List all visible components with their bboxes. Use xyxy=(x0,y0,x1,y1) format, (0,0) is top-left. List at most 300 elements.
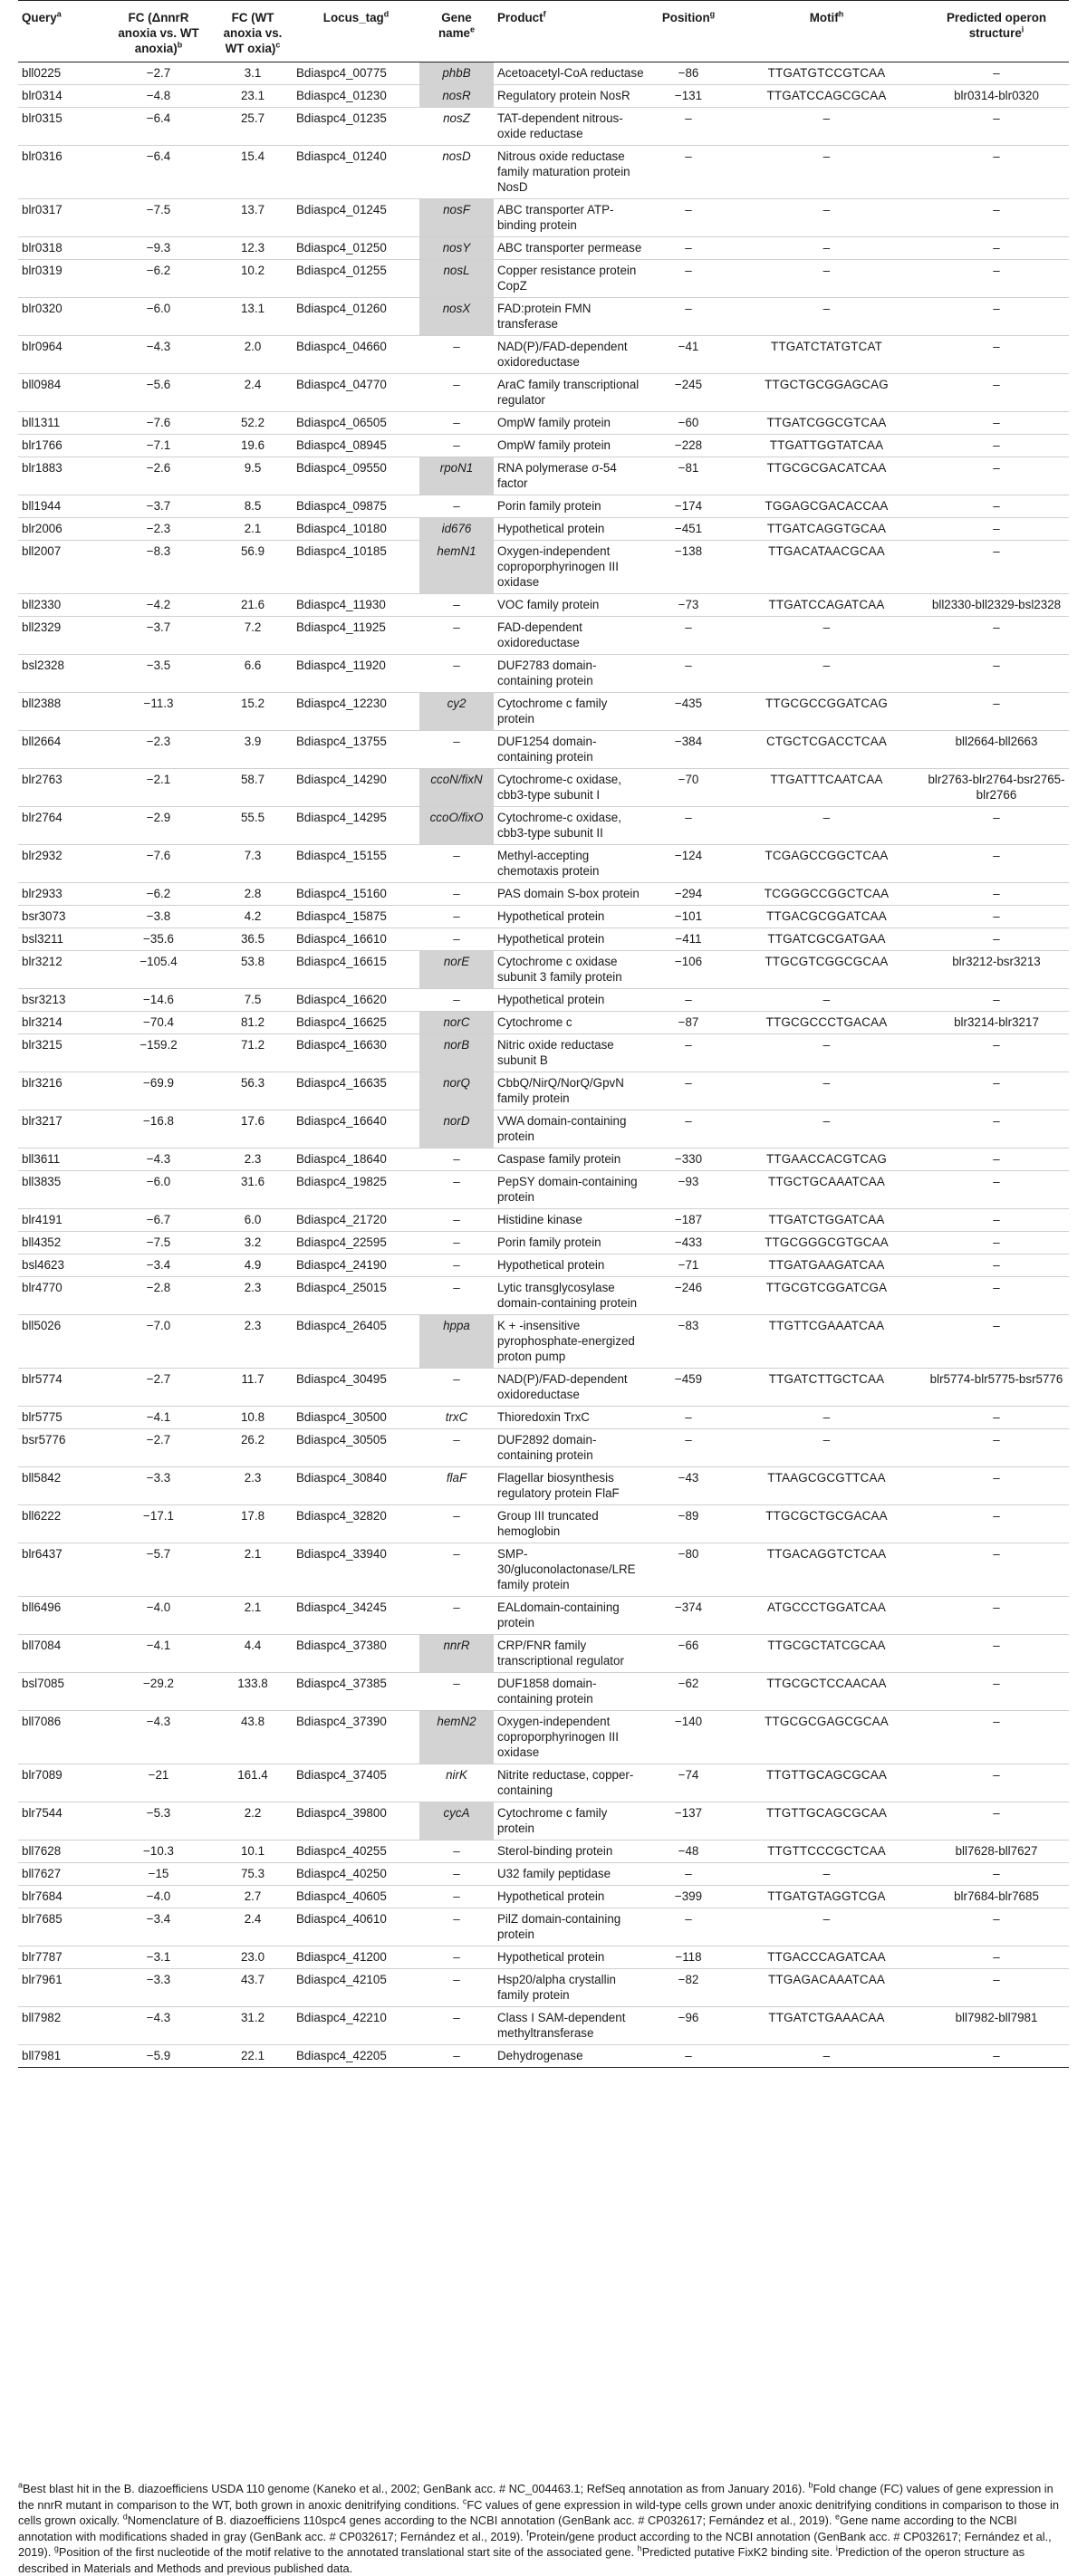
query-cell: blr0318 xyxy=(18,237,104,260)
fc-nnrr-cell: −4.3 xyxy=(104,336,213,374)
position-cell: −74 xyxy=(648,1764,729,1802)
position-cell: −131 xyxy=(648,85,729,108)
motif-cell: – xyxy=(729,989,924,1012)
table-row xyxy=(18,1841,1069,1863)
locus-tag-cell: Bdiaspc4_04660 xyxy=(293,336,419,374)
table-row xyxy=(18,807,1069,845)
fc-wt-cell: 10.1 xyxy=(213,1841,293,1863)
motif-cell: TGGAGCGACACCAA xyxy=(729,495,924,518)
operon-cell: – xyxy=(924,1171,1069,1209)
operon-cell: blr0314-blr0320 xyxy=(924,85,1069,108)
locus-tag-cell: Bdiaspc4_32820 xyxy=(293,1505,419,1543)
fc-nnrr-cell: −4.3 xyxy=(104,1149,213,1171)
gene-name-cell: phbB xyxy=(419,62,494,85)
fc-nnrr-cell: −15 xyxy=(104,1863,213,1886)
fc-wt-cell: 2.3 xyxy=(213,1277,293,1315)
position-cell: −66 xyxy=(648,1635,729,1673)
locus-tag-cell: Bdiaspc4_41200 xyxy=(293,1946,419,1969)
position-cell: −93 xyxy=(648,1171,729,1209)
motif-cell: TTGACAGGTCTCAA xyxy=(729,1543,924,1597)
table-row xyxy=(18,769,1069,807)
product-cell: Hypothetical protein xyxy=(494,928,648,951)
query-cell: bsl7085 xyxy=(18,1673,104,1711)
gene-name-cell: flaF xyxy=(419,1467,494,1505)
product-cell: DUF2783 domain-containing protein xyxy=(494,655,648,693)
table-row xyxy=(18,1802,1069,1841)
column-header-label: Product xyxy=(497,11,544,24)
gene-name-cell: – xyxy=(419,1505,494,1543)
results-table xyxy=(18,0,1069,2068)
position-cell: −62 xyxy=(648,1673,729,1711)
table-row xyxy=(18,1209,1069,1232)
fc-wt-cell: 75.3 xyxy=(213,1863,293,1886)
footnote-text: Nomenclature of B. diazoefficiens 110spc4 genes according to the NCBI annotation (GenBank acc. # CP032617; Fernández et al., 2019). xyxy=(127,2514,836,2527)
position-cell: −101 xyxy=(648,906,729,928)
table-row xyxy=(18,336,1069,374)
table-row xyxy=(18,693,1069,731)
motif-cell: TTGATTGGTATCAA xyxy=(729,435,924,457)
footnote-mark: a xyxy=(18,2480,24,2490)
table-row xyxy=(18,495,1069,518)
product-cell: CbbQ/NirQ/NorQ/GpvN family protein xyxy=(494,1072,648,1110)
fc-wt-cell: 8.5 xyxy=(213,495,293,518)
locus-tag-cell: Bdiaspc4_08945 xyxy=(293,435,419,457)
query-cell: blr0317 xyxy=(18,199,104,237)
motif-cell: TTGCGCCGGATCAG xyxy=(729,693,924,731)
operon-cell: – xyxy=(924,108,1069,146)
fc-wt-cell: 2.8 xyxy=(213,883,293,906)
locus-tag-cell: Bdiaspc4_01260 xyxy=(293,298,419,336)
position-cell: −451 xyxy=(648,518,729,541)
gene-name-cell: – xyxy=(419,412,494,435)
fc-nnrr-cell: −35.6 xyxy=(104,928,213,951)
fc-wt-cell: 15.4 xyxy=(213,146,293,199)
fc-wt-cell: 2.7 xyxy=(213,1886,293,1908)
motif-cell: TTGCGCTCCAACAA xyxy=(729,1673,924,1711)
product-cell: Hypothetical protein xyxy=(494,989,648,1012)
product-cell: SMP-30/gluconolactonase/LRE family protein xyxy=(494,1543,648,1597)
operon-cell: – xyxy=(924,1969,1069,2007)
table-row xyxy=(18,1764,1069,1802)
query-cell: blr3217 xyxy=(18,1110,104,1149)
fc-nnrr-cell: −6.0 xyxy=(104,1171,213,1209)
motif-cell: TTGCTGCAAATCAA xyxy=(729,1171,924,1209)
fc-nnrr-cell: −2.6 xyxy=(104,457,213,495)
table-row xyxy=(18,1407,1069,1429)
column-header-label: Predicted operon structure xyxy=(946,11,1047,40)
fc-wt-cell: 4.4 xyxy=(213,1635,293,1673)
footnote-mark: i xyxy=(835,2543,838,2553)
query-cell: bll2007 xyxy=(18,541,104,594)
table-body xyxy=(18,62,1069,2068)
query-cell: bll7084 xyxy=(18,1635,104,1673)
motif-cell: TTGCGCTATCGCAA xyxy=(729,1635,924,1673)
column-header-label: Locus_tag xyxy=(322,11,384,24)
operon-cell: – xyxy=(924,1407,1069,1429)
motif-cell: – xyxy=(729,1908,924,1946)
locus-tag-cell: Bdiaspc4_40610 xyxy=(293,1908,419,1946)
position-cell: −70 xyxy=(648,769,729,807)
position-cell: −411 xyxy=(648,928,729,951)
table-row xyxy=(18,1277,1069,1315)
operon-cell: – xyxy=(924,1254,1069,1277)
product-cell: Cytochrome c xyxy=(494,1012,648,1034)
fc-wt-cell: 10.2 xyxy=(213,260,293,298)
position-cell: – xyxy=(648,298,729,336)
operon-cell: – xyxy=(924,435,1069,457)
operon-cell: – xyxy=(924,1908,1069,1946)
fc-nnrr-cell: −7.6 xyxy=(104,412,213,435)
product-cell: FAD-dependent oxidoreductase xyxy=(494,617,648,655)
operon-cell: – xyxy=(924,260,1069,298)
position-cell: – xyxy=(648,1407,729,1429)
column-header xyxy=(924,1,1069,62)
motif-cell: TTGATCAGGTGCAA xyxy=(729,518,924,541)
gene-name-cell: hppa xyxy=(419,1315,494,1369)
gene-name-cell: – xyxy=(419,1886,494,1908)
fc-nnrr-cell: −11.3 xyxy=(104,693,213,731)
operon-cell: – xyxy=(924,1635,1069,1673)
fc-wt-cell: 13.7 xyxy=(213,199,293,237)
locus-tag-cell: Bdiaspc4_37380 xyxy=(293,1635,419,1673)
position-cell: −60 xyxy=(648,412,729,435)
fc-wt-cell: 23.1 xyxy=(213,85,293,108)
fc-wt-cell: 31.2 xyxy=(213,2007,293,2045)
motif-cell: TCGAGCCGGCTCAA xyxy=(729,845,924,883)
locus-tag-cell: Bdiaspc4_18640 xyxy=(293,1149,419,1171)
locus-tag-cell: Bdiaspc4_09875 xyxy=(293,495,419,518)
column-header xyxy=(648,1,729,62)
query-cell: bll5026 xyxy=(18,1315,104,1369)
operon-cell: – xyxy=(924,199,1069,237)
position-cell: −73 xyxy=(648,594,729,617)
table-row xyxy=(18,518,1069,541)
operon-cell: – xyxy=(924,1597,1069,1635)
fc-wt-cell: 13.1 xyxy=(213,298,293,336)
fc-nnrr-cell: −3.4 xyxy=(104,1908,213,1946)
table-row xyxy=(18,951,1069,989)
fc-wt-cell: 21.6 xyxy=(213,594,293,617)
product-cell: ABC transporter ATP-binding protein xyxy=(494,199,648,237)
table-row xyxy=(18,435,1069,457)
product-cell: Copper resistance protein CopZ xyxy=(494,260,648,298)
gene-name-cell: – xyxy=(419,1543,494,1597)
table-row xyxy=(18,594,1069,617)
locus-tag-cell: Bdiaspc4_15155 xyxy=(293,845,419,883)
table-row xyxy=(18,1863,1069,1886)
motif-cell: TTGATCCAGCGCAA xyxy=(729,85,924,108)
position-cell: −81 xyxy=(648,457,729,495)
footnote-mark: e xyxy=(835,2512,841,2522)
locus-tag-cell: Bdiaspc4_16630 xyxy=(293,1034,419,1072)
table-row xyxy=(18,883,1069,906)
query-cell: blr3215 xyxy=(18,1034,104,1072)
fc-nnrr-cell: −2.1 xyxy=(104,769,213,807)
fc-wt-cell: 53.8 xyxy=(213,951,293,989)
operon-cell: – xyxy=(924,693,1069,731)
column-header xyxy=(494,1,648,62)
position-cell: −118 xyxy=(648,1946,729,1969)
locus-tag-cell: Bdiaspc4_10185 xyxy=(293,541,419,594)
motif-cell: TTGTTGCAGCGCAA xyxy=(729,1802,924,1841)
column-header-footnote-mark: e xyxy=(469,24,475,34)
operon-cell: – xyxy=(924,1946,1069,1969)
locus-tag-cell: Bdiaspc4_16610 xyxy=(293,928,419,951)
fc-nnrr-cell: −7.5 xyxy=(104,199,213,237)
position-cell: −246 xyxy=(648,1277,729,1315)
gene-name-cell: ccoO/fixO xyxy=(419,807,494,845)
column-header xyxy=(18,1,104,62)
fc-wt-cell: 2.4 xyxy=(213,1908,293,1946)
operon-cell: – xyxy=(924,1232,1069,1254)
fc-nnrr-cell: −6.7 xyxy=(104,1209,213,1232)
operon-cell: – xyxy=(924,1072,1069,1110)
locus-tag-cell: Bdiaspc4_39800 xyxy=(293,1802,419,1841)
motif-cell: TTGAACCACGTCAG xyxy=(729,1149,924,1171)
position-cell: −174 xyxy=(648,495,729,518)
fc-nnrr-cell: −8.3 xyxy=(104,541,213,594)
query-cell: blr0315 xyxy=(18,108,104,146)
gene-name-cell: – xyxy=(419,435,494,457)
locus-tag-cell: Bdiaspc4_30500 xyxy=(293,1407,419,1429)
motif-cell: TTGATCTGAAACAA xyxy=(729,2007,924,2045)
position-cell: −294 xyxy=(648,883,729,906)
query-cell: bsl3211 xyxy=(18,928,104,951)
table-row xyxy=(18,62,1069,85)
locus-tag-cell: Bdiaspc4_26405 xyxy=(293,1315,419,1369)
operon-cell: – xyxy=(924,457,1069,495)
fc-nnrr-cell: −2.7 xyxy=(104,1369,213,1407)
gene-name-cell: – xyxy=(419,1673,494,1711)
motif-cell: – xyxy=(729,237,924,260)
locus-tag-cell: Bdiaspc4_01245 xyxy=(293,199,419,237)
product-cell: Sterol-binding protein xyxy=(494,1841,648,1863)
table-row xyxy=(18,108,1069,146)
product-cell: Cytochrome c family protein xyxy=(494,1802,648,1841)
operon-cell: – xyxy=(924,336,1069,374)
fc-nnrr-cell: −9.3 xyxy=(104,237,213,260)
operon-cell: – xyxy=(924,655,1069,693)
fc-wt-cell: 2.0 xyxy=(213,336,293,374)
motif-cell: – xyxy=(729,2045,924,2068)
gene-name-cell: nosD xyxy=(419,146,494,199)
product-cell: Cytochrome-c oxidase, cbb3-type subunit II xyxy=(494,807,648,845)
locus-tag-cell: Bdiaspc4_37385 xyxy=(293,1673,419,1711)
position-cell: −459 xyxy=(648,1369,729,1407)
fc-wt-cell: 2.1 xyxy=(213,518,293,541)
column-header-label: Position xyxy=(661,11,710,24)
motif-cell: TTGACCCAGATCAA xyxy=(729,1946,924,1969)
fc-nnrr-cell: −5.7 xyxy=(104,1543,213,1597)
fc-wt-cell: 2.1 xyxy=(213,1543,293,1597)
operon-cell: – xyxy=(924,1209,1069,1232)
locus-tag-cell: Bdiaspc4_37405 xyxy=(293,1764,419,1802)
fc-wt-cell: 161.4 xyxy=(213,1764,293,1802)
motif-cell: TTGCGGGCGTGCAA xyxy=(729,1232,924,1254)
fc-wt-cell: 3.9 xyxy=(213,731,293,769)
query-cell: blr0316 xyxy=(18,146,104,199)
motif-cell: TCGGGCCGGCTCAA xyxy=(729,883,924,906)
table-row xyxy=(18,2045,1069,2068)
gene-name-cell: rpoN1 xyxy=(419,457,494,495)
fc-nnrr-cell: −3.4 xyxy=(104,1254,213,1277)
operon-cell: blr3214-blr3217 xyxy=(924,1012,1069,1034)
gene-name-cell: hemN1 xyxy=(419,541,494,594)
locus-tag-cell: Bdiaspc4_16640 xyxy=(293,1110,419,1149)
footnote-mark: c xyxy=(462,2496,467,2506)
fc-nnrr-cell: −3.5 xyxy=(104,655,213,693)
query-cell: blr1766 xyxy=(18,435,104,457)
fc-wt-cell: 4.9 xyxy=(213,1254,293,1277)
query-cell: blr7961 xyxy=(18,1969,104,2007)
fc-wt-cell: 17.8 xyxy=(213,1505,293,1543)
fc-wt-cell: 17.6 xyxy=(213,1110,293,1149)
motif-cell: TTGATCGGCGTCAA xyxy=(729,412,924,435)
position-cell: −106 xyxy=(648,951,729,989)
position-cell: −187 xyxy=(648,1209,729,1232)
position-cell: – xyxy=(648,617,729,655)
table-row xyxy=(18,1149,1069,1171)
operon-cell: blr7684-blr7685 xyxy=(924,1886,1069,1908)
fc-wt-cell: 7.2 xyxy=(213,617,293,655)
gene-name-cell: cycA xyxy=(419,1802,494,1841)
motif-cell: – xyxy=(729,1863,924,1886)
position-cell: – xyxy=(648,1429,729,1467)
fc-wt-cell: 2.1 xyxy=(213,1597,293,1635)
operon-cell: bll2664-bll2663 xyxy=(924,731,1069,769)
gene-name-cell: hemN2 xyxy=(419,1711,494,1764)
fc-wt-cell: 36.5 xyxy=(213,928,293,951)
motif-cell: TTGCGTCGGCGCAA xyxy=(729,951,924,989)
query-cell: blr5775 xyxy=(18,1407,104,1429)
footnote-text: Position of the first nucleotide of the motif relative to the annotated translational start site of the associated gene. xyxy=(58,2545,638,2559)
table-row xyxy=(18,1635,1069,1673)
product-cell: PepSY domain-containing protein xyxy=(494,1171,648,1209)
column-header-footnote-mark: a xyxy=(56,9,62,19)
operon-cell: – xyxy=(924,845,1069,883)
motif-cell: TTGATGTAGGTCGA xyxy=(729,1886,924,1908)
fc-nnrr-cell: −6.2 xyxy=(104,260,213,298)
gene-name-cell: – xyxy=(419,1908,494,1946)
column-header-footnote-mark: g xyxy=(709,9,716,19)
header-row xyxy=(18,1,1069,62)
operon-cell: – xyxy=(924,989,1069,1012)
product-cell: PAS domain S-box protein xyxy=(494,883,648,906)
query-cell: bll4352 xyxy=(18,1232,104,1254)
fc-nnrr-cell: −4.8 xyxy=(104,85,213,108)
column-header-label: Motif xyxy=(809,11,839,24)
operon-cell: – xyxy=(924,1505,1069,1543)
operon-cell: – xyxy=(924,1429,1069,1467)
gene-name-cell: nosL xyxy=(419,260,494,298)
fc-nnrr-cell: −4.0 xyxy=(104,1597,213,1635)
operon-cell: – xyxy=(924,1764,1069,1802)
table-row xyxy=(18,2007,1069,2045)
query-cell: bll7627 xyxy=(18,1863,104,1886)
fc-wt-cell: 9.5 xyxy=(213,457,293,495)
motif-cell: – xyxy=(729,1110,924,1149)
position-cell: −80 xyxy=(648,1543,729,1597)
gene-name-cell: norD xyxy=(419,1110,494,1149)
position-cell: −43 xyxy=(648,1467,729,1505)
operon-cell: – xyxy=(924,1863,1069,1886)
locus-tag-cell: Bdiaspc4_11930 xyxy=(293,594,419,617)
product-cell: K + -insensitive pyrophosphate-energized proton pump xyxy=(494,1315,648,1369)
fc-nnrr-cell: −17.1 xyxy=(104,1505,213,1543)
product-cell: DUF1858 domain-containing protein xyxy=(494,1673,648,1711)
product-cell: Thioredoxin TrxC xyxy=(494,1407,648,1429)
fc-nnrr-cell: −2.3 xyxy=(104,518,213,541)
position-cell: – xyxy=(648,260,729,298)
table-row xyxy=(18,731,1069,769)
gene-name-cell: nosX xyxy=(419,298,494,336)
operon-cell: – xyxy=(924,1711,1069,1764)
table-row xyxy=(18,1232,1069,1254)
column-header-label: FC (WT anoxia vs. WT oxia) xyxy=(223,11,283,55)
gene-name-cell: – xyxy=(419,1232,494,1254)
product-cell: Regulatory protein NosR xyxy=(494,85,648,108)
position-cell: – xyxy=(648,1034,729,1072)
gene-name-cell: norQ xyxy=(419,1072,494,1110)
table-row xyxy=(18,617,1069,655)
gene-name-cell: – xyxy=(419,1149,494,1171)
footnote-paragraph xyxy=(18,2481,1069,2576)
position-cell: – xyxy=(648,146,729,199)
gene-name-cell: – xyxy=(419,1277,494,1315)
operon-cell: – xyxy=(924,1110,1069,1149)
column-header xyxy=(293,1,419,62)
product-cell: Cytochrome c family protein xyxy=(494,693,648,731)
table-row xyxy=(18,1673,1069,1711)
gene-name-cell: nosY xyxy=(419,237,494,260)
fc-nnrr-cell: −2.7 xyxy=(104,62,213,85)
query-cell: blr4770 xyxy=(18,1277,104,1315)
query-cell: bsr3213 xyxy=(18,989,104,1012)
table-row xyxy=(18,1315,1069,1369)
product-cell: Hsp20/alpha crystallin family protein xyxy=(494,1969,648,2007)
position-cell: −435 xyxy=(648,693,729,731)
table-row xyxy=(18,1034,1069,1072)
motif-cell: TTGCGCTGCGACAA xyxy=(729,1505,924,1543)
position-cell: −83 xyxy=(648,1315,729,1369)
product-cell: VOC family protein xyxy=(494,594,648,617)
position-cell: – xyxy=(648,2045,729,2068)
footnote-mark: f xyxy=(526,2528,529,2538)
product-cell: OmpW family protein xyxy=(494,412,648,435)
table-row xyxy=(18,1467,1069,1505)
product-cell: EALdomain-containing protein xyxy=(494,1597,648,1635)
product-cell: Methyl-accepting chemotaxis protein xyxy=(494,845,648,883)
locus-tag-cell: Bdiaspc4_21720 xyxy=(293,1209,419,1232)
query-cell: bll2664 xyxy=(18,731,104,769)
query-cell: bll0225 xyxy=(18,62,104,85)
table-row xyxy=(18,1505,1069,1543)
fc-nnrr-cell: −16.8 xyxy=(104,1110,213,1149)
locus-tag-cell: Bdiaspc4_11925 xyxy=(293,617,419,655)
fc-wt-cell: 56.3 xyxy=(213,1072,293,1110)
query-cell: blr2763 xyxy=(18,769,104,807)
product-cell: Caspase family protein xyxy=(494,1149,648,1171)
locus-tag-cell: Bdiaspc4_10180 xyxy=(293,518,419,541)
motif-cell: ATGCCCTGGATCAA xyxy=(729,1597,924,1635)
product-cell: VWA domain-containing protein xyxy=(494,1110,648,1149)
fc-nnrr-cell: −7.5 xyxy=(104,1232,213,1254)
position-cell: −330 xyxy=(648,1149,729,1171)
query-cell: blr6437 xyxy=(18,1543,104,1597)
fc-nnrr-cell: −105.4 xyxy=(104,951,213,989)
fc-nnrr-cell: −3.3 xyxy=(104,1467,213,1505)
fc-wt-cell: 6.6 xyxy=(213,655,293,693)
